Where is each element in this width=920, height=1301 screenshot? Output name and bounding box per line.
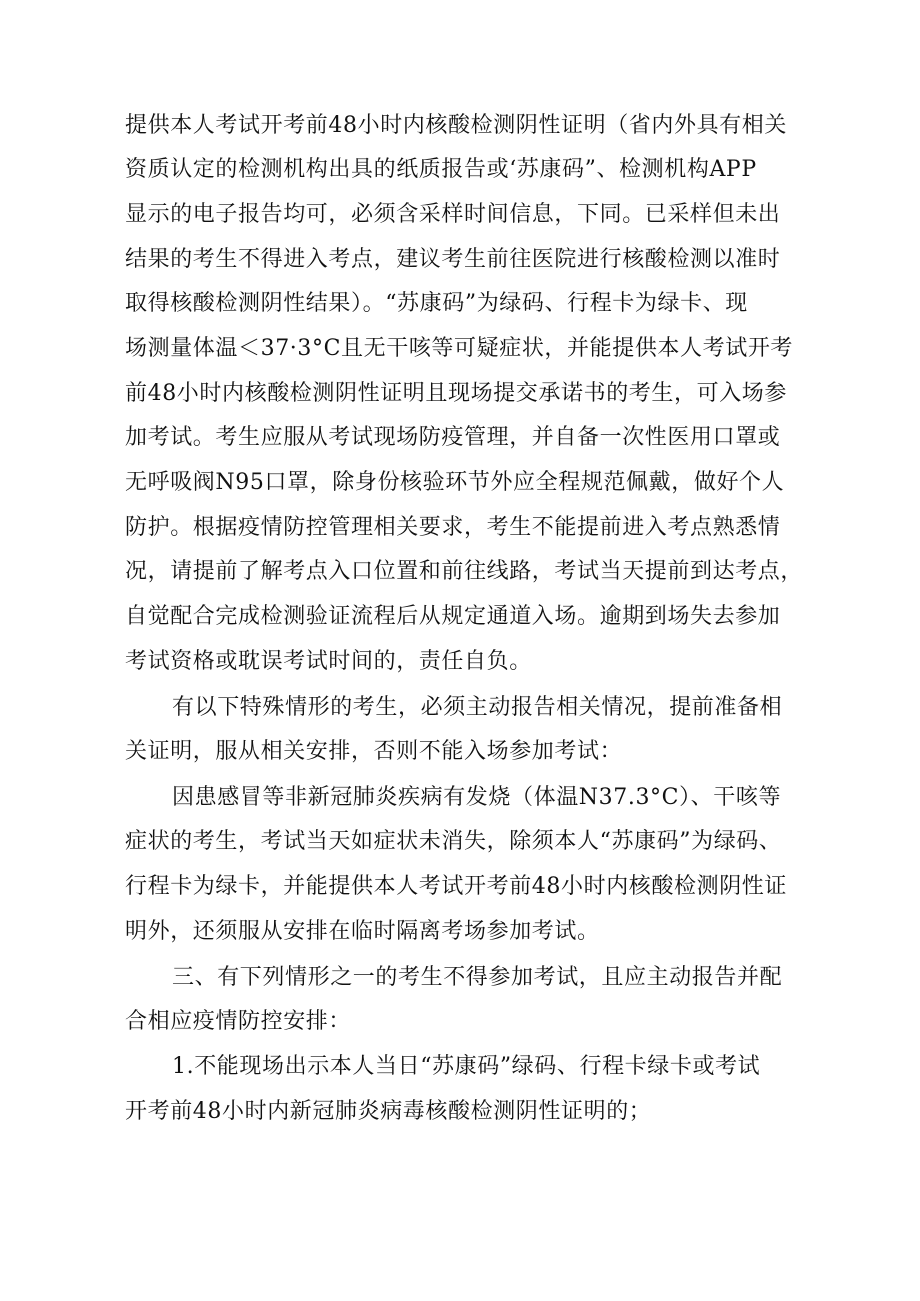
text-line: 开考前48小时内新冠肺炎病毒核酸检测阴性证明的； — [125, 1099, 652, 1124]
text-line: 合相应疫情防控安排： — [125, 1009, 352, 1034]
text-line: 加考试。考生应服从考试现场防疫管理，并自备一次性医用口罩或 — [125, 425, 781, 450]
paragraph-first-line: 因患感冒等非新冠肺炎疾病有发烧（体温N37.3°C）、干咳等 — [172, 785, 782, 810]
text-line: 防护。根据疫情防控管理相关要求，考生不能提前进入考点熟悉情 — [125, 515, 781, 540]
text-line: 场测量体温＜37·3°C且无干咳等可疑症状，并能提供本人考试开考 — [125, 336, 794, 361]
text-line: 况，请提前了解考点入口位置和前往线路，考试当天提前到达考点， — [125, 559, 804, 584]
text-line: 提供本人考试开考前48小时内核酸检测阴性证明（省内外具有相关 — [125, 113, 787, 138]
text-line: 症状的考生，考试当天如症状未消失，除须本人“苏康码”为绿码、 — [125, 829, 782, 854]
text-line: 资质认定的检测机构出具的纸质报告或‘苏康码”、检测机构APP — [125, 157, 757, 182]
text-line: 考试资格或耽误考试时间的，责任自负。 — [125, 649, 532, 674]
text-line: 取得核酸检测阴性结果）。“苏康码”为绿码、行程卡为绿卡、现 — [125, 291, 748, 316]
paragraph-first-line: 三、有下列情形之一的考生不得参加考试，且应主动报告并配 — [172, 965, 783, 990]
text-line: 无呼吸阀N95口罩，除身份核验环节外应全程规范佩戴，做好个人 — [125, 470, 785, 495]
paragraph-first-line: 有以下特殊情形的考生，必须主动报告相关情况，提前准备相 — [172, 695, 783, 720]
text-line: 行程卡为绿卡，并能提供本人考试开考前48小时内核酸检测阴性证 — [125, 874, 787, 899]
text-line: 明外，还须服从安排在临时隔离考场参加考试。 — [125, 919, 600, 944]
text-line: 自觉配合完成检测验证流程后从规定通道入场。逾期到场失去参加 — [125, 604, 781, 629]
text-line: 显示的电子报告均可，必须含采样时间信息，下同。已采样但未出 — [125, 202, 781, 227]
text-line: 关证明，服从相关安排，否则不能入场参加考试： — [125, 739, 623, 764]
text-line: 前48小时内核酸检测阴性证明且现场提交承诺书的考生，可入场参 — [125, 381, 787, 406]
paragraph-first-line: 1.不能现场出示本人当日“苏康码”绿码、行程卡绿卡或考试 — [172, 1054, 761, 1079]
text-line: 结果的考生不得进入考点，建议考生前往医院进行核酸检测以准时 — [125, 247, 781, 272]
